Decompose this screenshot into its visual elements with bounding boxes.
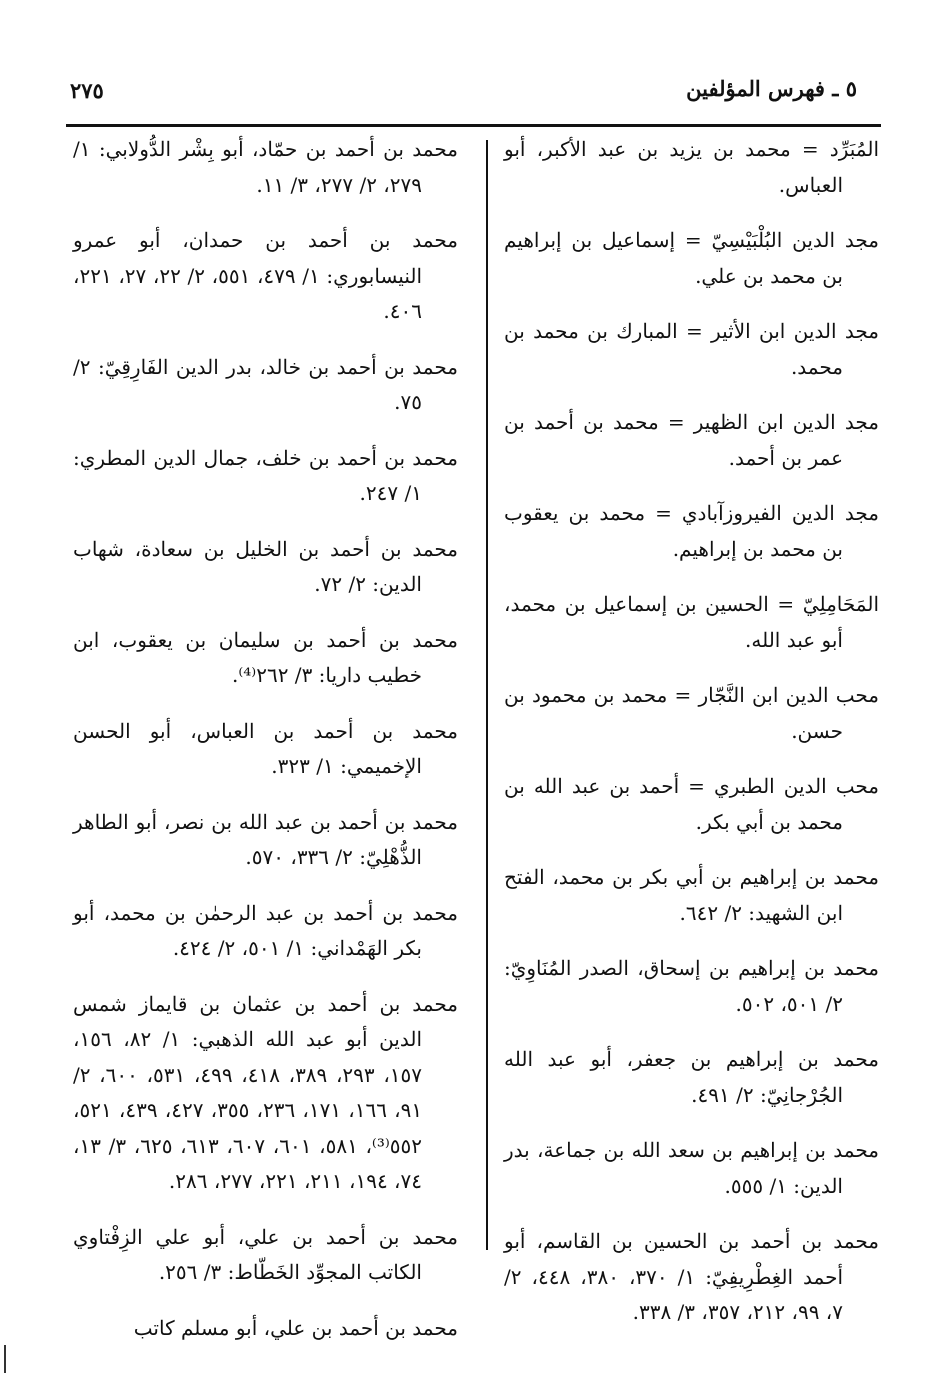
right-column: [504, 132, 879, 1335]
index-entry: المُبَرِّد = محمد بن يزيد بن عبد الأكبر، أبو العباس.: [504, 137, 879, 197]
index-entry: محب الدين ابن النَّجّار = محمد بن محمود بن حسن.: [504, 683, 879, 743]
header-rule: [66, 124, 881, 127]
index-entry: محمد بن أحمد بن عبد الرحمٰن بن محمد، أبو بكر الهَمْداني: ١/ ٥٠١، ٢/ ٤٢٤.: [73, 900, 458, 960]
index-entry: محمد بن أحمد بن سليمان بن يعقوب، ابن خطيب داريا: ٣/ ٢٦٢⁽⁴⁾.: [73, 627, 458, 687]
index-entry: محب الدين الطبري = أحمد بن عبد الله بن محمد بن أبي بكر.: [504, 774, 879, 834]
index-entry: مجد الدين الفيروزآبادي = محمد بن يعقوب بن محمد بن إبراهيم.: [504, 501, 879, 561]
scan-edge-mark: [4, 1345, 6, 1373]
index-entry: مجد الدين ابن الظهير = محمد بن أحمد بن عمر بن أحمد.: [504, 410, 879, 470]
left-column: [73, 132, 458, 1350]
index-entry: محمد بن أحمد بن العباس، أبو الحسن الإخميمي: ١/ ٣٢٣.: [73, 718, 458, 778]
index-entry: محمد بن أحمد بن خلف، جمال الدين المطري: ١/ ٢٤٧.: [73, 445, 458, 505]
index-entry: محمد بن أحمد بن علي، أبو علي الزِفْتاوي الكاتب المجوِّد الخَطّاط: ٣/ ٢٥٦.: [73, 1224, 458, 1284]
index-entry: محمد بن أحمد بن الحسين بن القاسم، أبو أحمد الغِطْرِيفِيّ: ١/ ٣٧٠، ٣٨٠، ٤٤٨، ٢/ ٧، ٩٩، ٢١٢، ٣٥٧، ٣/ ٣٣٨.: [504, 1229, 879, 1324]
column-divider: [486, 140, 488, 1250]
index-entry: محمد بن أحمد بن عبد الله بن نصر، أبو الطاهر الذُّهْلِيّ: ٢/ ٣٣٦، ٥٧٠.: [73, 809, 458, 869]
index-entry: محمد بن أحمد بن خالد، بدر الدين الفَارِقِيّ: ٢/ ٧٥.: [73, 354, 458, 414]
index-entry: محمد بن أحمد بن حمّاد، أبو بِشْر الدُّولابي: ١/ ٢٧٩، ٢/ ٢٧٧، ٣/ ١١.: [73, 137, 458, 197]
index-entry: محمد بن أحمد بن عثمان بن قايماز شمس الدين أبو عبد الله الذهبي: ١/ ٨٢، ١٥٦، ١٥٧، ٢٩٣، ٣٨٩، ٤١٨، ٤٩٩، ٥٣١، ٦٠٠، ٢/ ٩١، ١٦٦، ١٧١، ٢٣٦، ٣٥٥، ٤٢٧، ٤٣٩، ٥٢١، ٥٥٢⁽³⁾، ٥٨١، ٦٠١، ٦٠٧، ٦١٣، ٦٢٥، ٣/ ١٣، ٧٤، ١٩٤، ٢١١، ٢٢١، ٢٧٧، ٢٨٦.: [73, 991, 458, 1193]
index-entry: محمد بن إبراهيم بن جعفر، أبو عبد الله الجُرْجانِيّ: ٢/ ٤٩١.: [504, 1047, 879, 1107]
index-entry: محمد بن إبراهيم بن سعد الله بن جماعة، بدر الدين: ١/ ٥٥٥.: [504, 1138, 879, 1198]
index-entry: مجد الدين البُلْبَيْسِيّ = إسماعيل بن إبراهيم بن محمد بن علي.: [504, 228, 879, 288]
section-title: ٥ ـ فهرس المؤلفين: [686, 76, 857, 101]
index-entry: محمد بن إبراهيم بن إسحاق، الصدر المُنَاوِيّ: ٢/ ٥٠١، ٥٠٢.: [504, 956, 879, 1016]
index-entry: محمد بن أحمد بن الخليل بن سعادة، شهاب الدين: ٢/ ٧٢.: [73, 536, 458, 596]
index-entry: محمد بن إبراهيم بن أبي بكر بن محمد، الفتح ابن الشهيد: ٢/ ٦٤٢.: [504, 865, 879, 925]
index-entry: مجد الدين ابن الأثير = المبارك بن محمد بن محمد.: [504, 319, 879, 379]
index-entry: المَحَامِلِيّ = الحسين بن إسماعيل بن محمد، أبو عبد الله.: [504, 592, 879, 652]
index-entry: محمد بن أحمد بن علي، أبو مسلم كاتب: [133, 1315, 458, 1340]
index-entry: محمد بن أحمد بن حمدان، أبو عمرو النيسابوري: ١/ ٤٧٩، ٥٥١، ٢/ ٢٢، ٢٧، ٢٢١، ٤٠٦.: [73, 228, 458, 323]
page-number: ٢٧٥: [70, 78, 104, 103]
